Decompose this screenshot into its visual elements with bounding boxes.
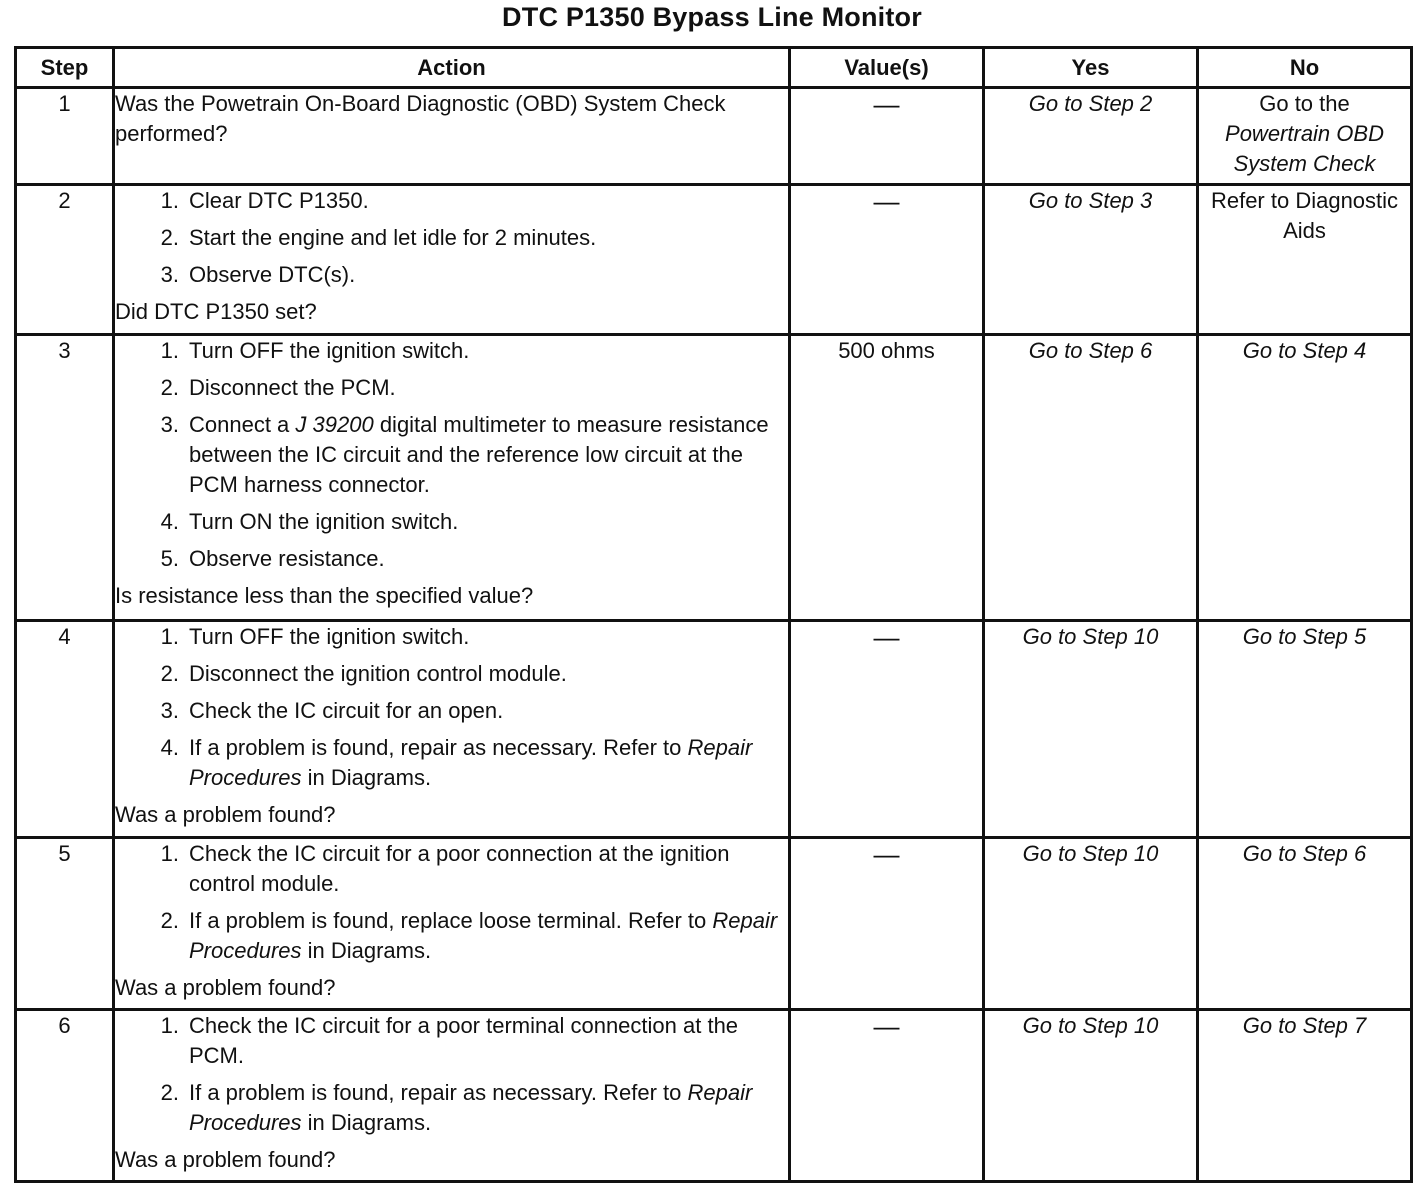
list-text <box>189 733 788 793</box>
list-item <box>115 507 788 537</box>
list-text: Start the engine and let idle for 2 minutes. <box>189 225 597 250</box>
action-list <box>115 839 788 966</box>
header-action: Action <box>114 48 790 88</box>
list-item <box>115 410 788 500</box>
step-number: 6 <box>16 1010 114 1182</box>
list-text: Turn ON the ignition switch. <box>189 509 459 534</box>
yes-link: Go to Step 10 <box>1022 841 1159 866</box>
action-list <box>115 186 788 290</box>
yes-link: Go to Step 3 <box>1028 188 1153 213</box>
list-text-part: in Diagrams. <box>301 938 432 963</box>
action-question: Was a problem found? <box>115 1147 336 1172</box>
yes-cell <box>984 335 1198 621</box>
action-cell <box>114 621 790 838</box>
list-number: 1. <box>160 188 179 213</box>
list-number: 2. <box>160 908 179 933</box>
action-question: Did DTC P1350 set? <box>115 299 317 324</box>
list-item <box>115 336 788 366</box>
list-item <box>115 373 788 403</box>
yes-link: Go to Step 6 <box>1028 338 1153 363</box>
list-text: Turn OFF the ignition switch. <box>189 624 470 649</box>
no-cell <box>1198 185 1412 335</box>
list-number: 4. <box>160 735 179 760</box>
yes-link: Go to Step 10 <box>1022 624 1159 649</box>
list-text-part: in Diagrams. <box>301 765 432 790</box>
yes-cell <box>984 185 1198 335</box>
list-number: 3. <box>160 262 179 287</box>
no-link: Go to Step 4 <box>1242 338 1367 363</box>
procedure-reference: Repair Procedures <box>189 735 753 790</box>
step-number: 1 <box>16 88 114 185</box>
list-text <box>189 1078 788 1138</box>
list-item <box>115 906 788 966</box>
yes-cell <box>984 621 1198 838</box>
list-number: 1. <box>160 338 179 363</box>
list-number: 5. <box>160 546 179 571</box>
table-row <box>16 1010 1412 1182</box>
value-cell: — <box>790 185 984 335</box>
list-item <box>115 733 788 793</box>
list-text-part: If a problem is found, replace loose terminal. Refer to <box>189 908 713 933</box>
diagnostic-table <box>14 46 1413 1183</box>
step-number: 2 <box>16 185 114 335</box>
list-item <box>115 186 788 216</box>
list-text-part: Connect a <box>189 412 296 437</box>
no-link: Powertrain OBD System Check <box>1225 121 1384 176</box>
table-row <box>16 621 1412 838</box>
list-number: 2. <box>160 661 179 686</box>
list-text: Disconnect the PCM. <box>189 375 396 400</box>
value-cell: — <box>790 621 984 838</box>
yes-cell <box>984 1010 1198 1182</box>
value-cell: 500 ohms <box>790 335 984 621</box>
yes-cell <box>984 838 1198 1010</box>
no-cell <box>1198 335 1412 621</box>
header-row <box>16 48 1412 88</box>
list-item <box>115 659 788 689</box>
no-link: Go to Step 6 <box>1242 841 1367 866</box>
step-number: 3 <box>16 335 114 621</box>
action-cell <box>114 838 790 1010</box>
no-text: Go to the <box>1259 91 1350 116</box>
list-text-part: in Diagrams. <box>301 1110 432 1135</box>
no-text: Refer to Diagnostic Aids <box>1210 188 1399 243</box>
action-list <box>115 336 788 574</box>
value-cell: — <box>790 88 984 185</box>
list-number: 1. <box>160 624 179 649</box>
list-text: Disconnect the ignition control module. <box>189 661 567 686</box>
action-question: Is resistance less than the specified value? <box>115 583 534 608</box>
no-cell <box>1198 1010 1412 1182</box>
list-text: Check the IC circuit for a poor terminal connection at the PCM. <box>189 1013 739 1068</box>
header-step: Step <box>16 48 114 88</box>
list-item <box>115 696 788 726</box>
action-cell <box>114 1010 790 1182</box>
header-values: Value(s) <box>790 48 984 88</box>
action-question: Was a problem found? <box>115 802 336 827</box>
list-text-part: If a problem is found, repair as necessary. Refer to <box>189 735 688 760</box>
table-row <box>16 335 1412 621</box>
list-number: 3. <box>160 412 179 437</box>
action-cell <box>114 88 790 185</box>
list-number: 2. <box>160 225 179 250</box>
list-item <box>115 622 788 652</box>
list-item <box>115 544 788 574</box>
yes-link: Go to Step 10 <box>1022 1013 1159 1038</box>
list-text: Observe DTC(s). <box>189 262 356 287</box>
list-text: Check the IC circuit for an open. <box>189 698 504 723</box>
action-list <box>115 1011 788 1138</box>
list-number: 1. <box>160 1013 179 1038</box>
step-number: 5 <box>16 838 114 1010</box>
step-number: 4 <box>16 621 114 838</box>
table-row <box>16 185 1412 335</box>
header-yes: Yes <box>984 48 1198 88</box>
no-link: Go to Step 5 <box>1242 624 1367 649</box>
action-list <box>115 622 788 793</box>
action-question: Was a problem found? <box>115 975 336 1000</box>
procedure-reference: Repair Procedures <box>189 908 778 963</box>
list-text: Observe resistance. <box>189 546 385 571</box>
list-text <box>189 410 788 500</box>
list-text: Check the IC circuit for a poor connection at the ignition control module. <box>189 841 730 896</box>
page-title: DTC P1350 Bypass Line Monitor <box>502 2 922 32</box>
no-cell <box>1198 88 1412 185</box>
value-cell: — <box>790 838 984 1010</box>
list-item <box>115 1011 788 1071</box>
list-text-part: If a problem is found, repair as necessary. Refer to <box>189 1080 688 1105</box>
list-item <box>115 223 788 253</box>
list-number: 2. <box>160 1080 179 1105</box>
list-item <box>115 1078 788 1138</box>
yes-link: Go to Step 2 <box>1028 91 1153 116</box>
list-text: Clear DTC P1350. <box>189 188 369 213</box>
list-text <box>189 906 788 966</box>
table-row <box>16 88 1412 185</box>
list-item <box>115 839 788 899</box>
list-text-part: digital multimeter to measure resistance between the IC circuit and the reference low circuit at the PCM harness connector. <box>189 412 769 497</box>
table-row <box>16 838 1412 1010</box>
tool-reference: J 39200 <box>295 412 374 437</box>
procedure-reference: Repair Procedures <box>189 1080 753 1135</box>
action-cell <box>114 335 790 621</box>
list-item <box>115 260 788 290</box>
list-number: 4. <box>160 509 179 534</box>
action-question: Was the Powetrain On-Board Diagnostic (OBD) System Check performed? <box>115 91 726 146</box>
no-cell <box>1198 838 1412 1010</box>
no-cell <box>1198 621 1412 838</box>
list-number: 2. <box>160 375 179 400</box>
header-no: No <box>1198 48 1412 88</box>
list-number: 1. <box>160 841 179 866</box>
list-number: 3. <box>160 698 179 723</box>
no-link: Go to Step 7 <box>1242 1013 1367 1038</box>
list-text: Turn OFF the ignition switch. <box>189 338 470 363</box>
value-cell: — <box>790 1010 984 1182</box>
yes-cell <box>984 88 1198 185</box>
action-cell <box>114 185 790 335</box>
